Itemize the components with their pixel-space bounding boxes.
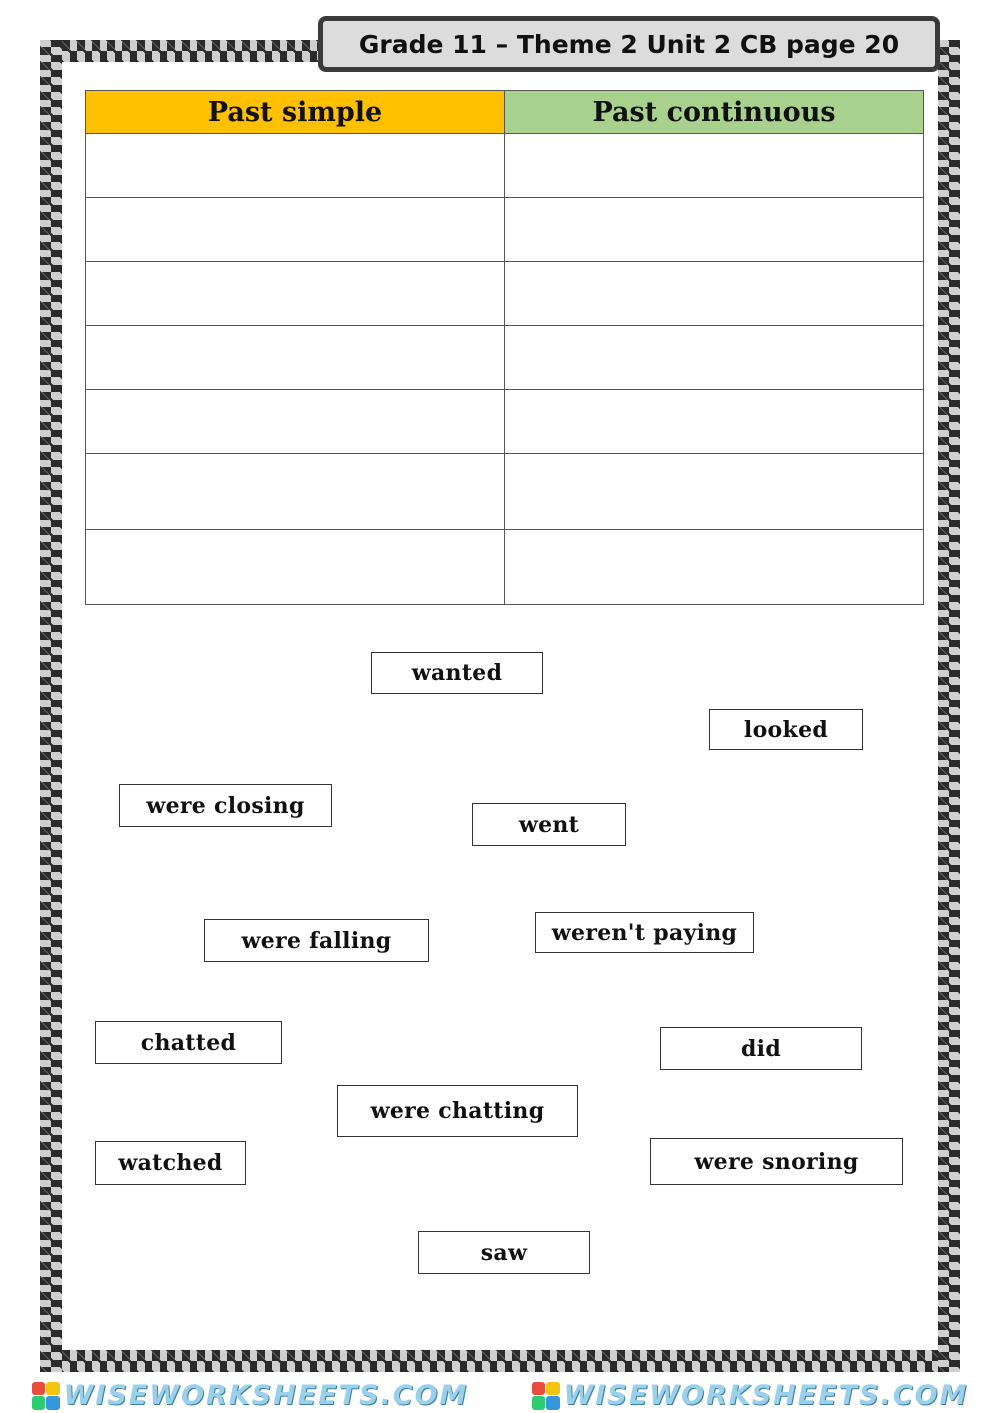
brand-logo (532, 1380, 969, 1411)
logo-badge-icon (532, 1382, 560, 1410)
drop-cell-past-continuous[interactable] (505, 390, 924, 454)
brand-logo-text: WISEWORKSHEETS.COM (563, 1380, 969, 1411)
drop-cell-past-continuous[interactable] (505, 454, 924, 530)
drop-cell-past-continuous[interactable] (505, 198, 924, 262)
header-past-simple: Past simple (86, 91, 505, 134)
word-card[interactable]: went (472, 803, 626, 846)
drop-cell-past-simple[interactable] (86, 198, 505, 262)
header-past-continuous: Past continuous (505, 91, 924, 134)
drop-cell-past-simple[interactable] (86, 134, 505, 198)
logo-badge-icon (32, 1382, 60, 1410)
page-title: Grade 11 – Theme 2 Unit 2 CB page 20 (318, 16, 940, 72)
word-card[interactable]: looked (709, 709, 863, 750)
drop-cell-past-simple[interactable] (86, 530, 505, 605)
drop-cell-past-simple[interactable] (86, 262, 505, 326)
drop-cell-past-simple[interactable] (86, 390, 505, 454)
drop-cell-past-continuous[interactable] (505, 326, 924, 390)
drop-cell-past-continuous[interactable] (505, 530, 924, 605)
word-card[interactable]: watched (95, 1141, 246, 1185)
drop-cell-past-simple[interactable] (86, 326, 505, 390)
frame-border-bottom (40, 1350, 960, 1372)
footer-branding (0, 1378, 1000, 1413)
brand-logo (32, 1380, 469, 1411)
word-card[interactable]: were chatting (337, 1085, 578, 1137)
word-card[interactable]: weren't paying (535, 912, 754, 953)
word-card[interactable]: chatted (95, 1021, 282, 1064)
drop-cell-past-simple[interactable] (86, 454, 505, 530)
word-card[interactable]: wanted (371, 652, 543, 694)
word-card[interactable]: were closing (119, 784, 332, 827)
word-card[interactable]: were snoring (650, 1138, 903, 1185)
word-card[interactable]: did (660, 1027, 862, 1070)
frame-border-left (40, 40, 62, 1372)
word-card[interactable]: were falling (204, 919, 429, 962)
frame-border-right (938, 40, 960, 1372)
drop-cell-past-continuous[interactable] (505, 134, 924, 198)
drop-cell-past-continuous[interactable] (505, 262, 924, 326)
word-card[interactable]: saw (418, 1231, 590, 1274)
brand-logo-text: WISEWORKSHEETS.COM (63, 1380, 469, 1411)
sorting-table (85, 90, 924, 605)
